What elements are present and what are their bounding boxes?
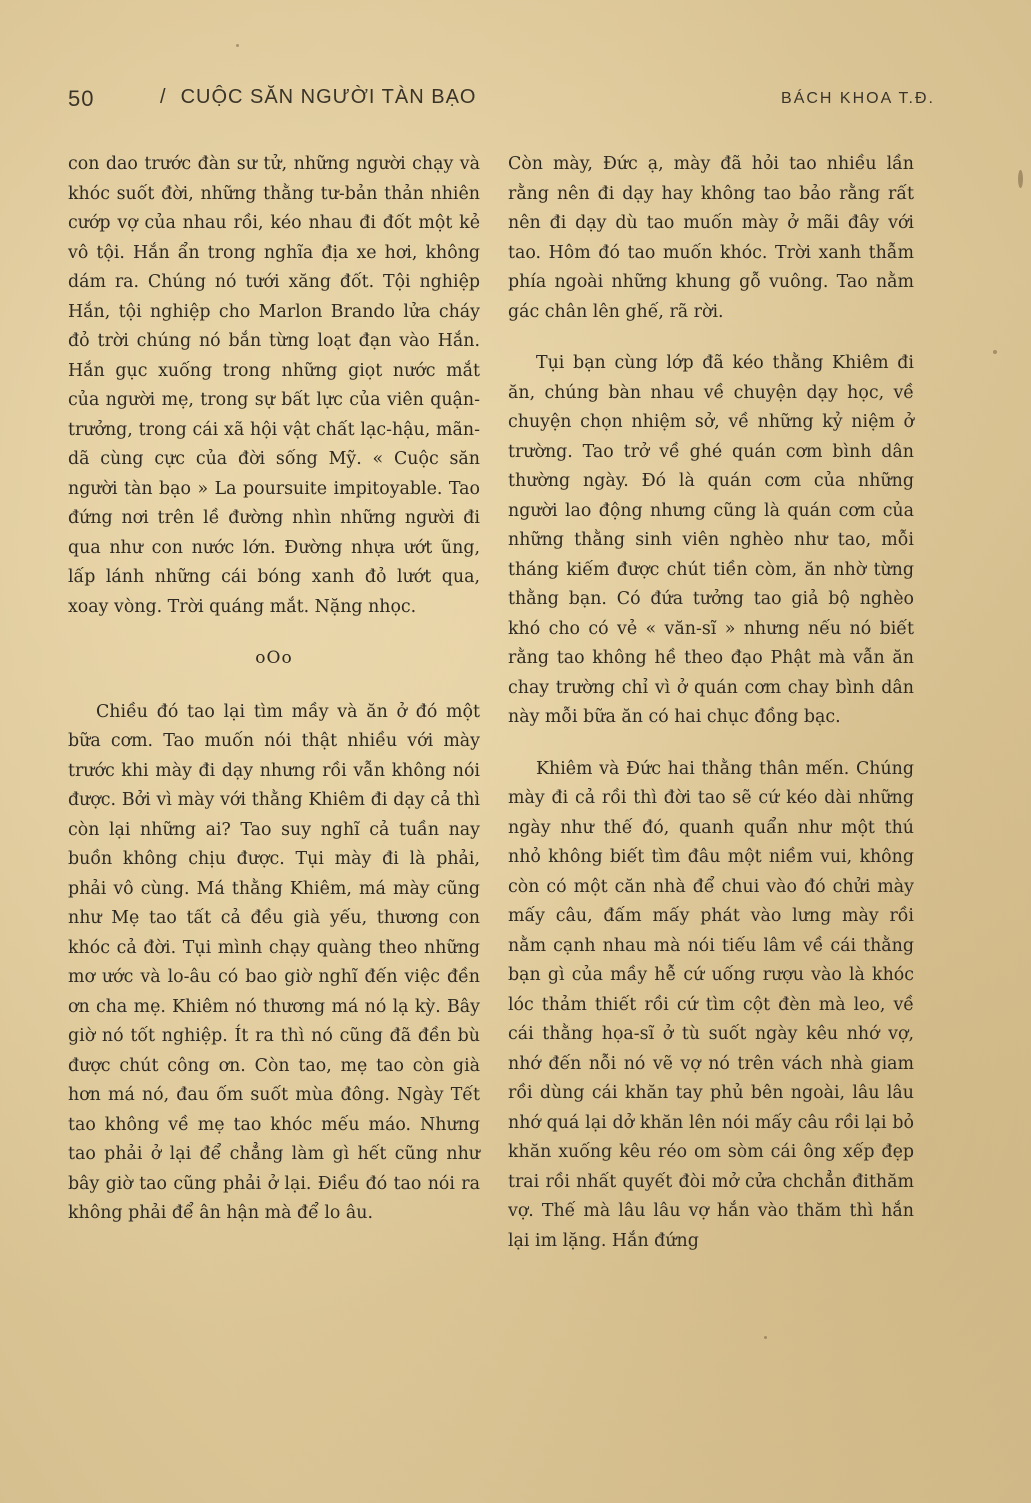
paragraph: con dao trước đàn sư tử, những người chạy và khóc suốt đời, những thằng tư-bản thản nhiên cướp vợ của nhau rồi, kéo nhau đi đốt một kẻ vô tội. Hắn ẩn trong nghĩa địa xe hơi, không dám ra. Chúng nó tưới xăng đốt. Tội nghiệp Hắn, tội nghiệp cho Marlon Brando lửa cháy đỏ trời chúng nó bắn từng loạt đạn vào Hắn. Hắn gục xuống trong những giọt nước mắt của người mẹ, trong sự bất lực của viên quận-trưởng, trong cái xã hội vật chất lạc-hậu, mãn-dã cùng cực của đời sống Mỹ. « Cuộc săn người tàn bạo » La poursuite impitoyable. Tao đứng nơi trên lề đường nhìn những người đi qua như con nước lớn. Đường nhựa ướt ũng, lấp lánh những cái bóng xanh đỏ lướt qua, xoay vòng. Trời quáng mắt. Nặng nhọc. [68,154,480,617]
paper-stain [1018,170,1023,188]
paragraph: Còn mày, Đức ạ, mày đã hỏi tao nhiều lần rằng nên đi dạy hay không tao bảo rằng rất nên đi dạy dù tao muốn mày ở mãi đây với tao. Hôm đó tao muốn khóc. Trời xanh thẫm phía ngoài những khung gỗ vuông. Tao nằm gác chân lên ghế, rã rời. [508,154,914,322]
section-separator: oOo [255,648,293,668]
paragraph: Khiêm và Đức hai thằng thân mến. Chúng mày đi cả rồi thì đời tao sẽ cứ kéo dài những ngày như thế đó, quanh quẩn như một thú nhỏ không biết tìm đâu một niềm vui, không còn có một căn nhà để chui vào đó chửi mày mấy câu, đấm mấy phát vào lưng mày rồi nằm cạnh nhau mà nói tiếu lâm về cái thằng bạn gì của mầy hễ cứ uống rượu vào là khóc lóc thảm thiết rồi cứ tìm cột đèn mà leo, về cái thằng họa-sĩ ở tù suốt ngày kêu nhớ vợ, nhớ đến nỗi nó vẽ vợ nó trên vách nhà giam rồi dùng cái khăn tay phủ bên ngoài, lâu lâu nhớ quá lại dở khăn lên nói mấy câu rồi lại bỏ khăn xuống kêu réo om sòm cái ông xếp đẹp trai rồi nhất quyết đòi mở cửa chchẳn đithăm vợ. Thế mà lâu lâu vợ hắn vào thăm thì hắn lại im lặng. Hắn đứng [508,758,914,1251]
left-column [68,150,480,1229]
paragraph: Tụi bạn cùng lớp đã kéo thằng Khiêm đi ăn, chúng bàn nhau về chuyện dạy học, về chuyện chọn nhiệm sở, về những kỷ niệm ở trường. Tao trở về ghé quán cơm bình dân thường ngày. Đó là quán cơm của những người lao động nhưng cũng là quán cơm của những thằng sinh viên nghèo như tao, mỗi tháng kiếm được chút tiền còm, ăn nhờ từng thằng bạn. Có đứa tưởng tao giả bộ nghèo khó cho có vẻ « văn-sĩ » nhưng nếu nó biết rằng tao không hề theo đạo Phật mà vẫn ăn chay trường chỉ vì ở quán cơm chay bình dân này mỗi bữa ăn có hai chục đồng bạc. [508,353,914,727]
running-header [68,86,935,118]
page-number: 50 [68,86,95,111]
title-separator: / [160,86,167,108]
right-column [508,150,914,1256]
article-title: CUỘC SĂN NGƯỜI TÀN BẠO [180,86,477,108]
paper-speck [993,350,997,354]
journal-name: BÁCH KHOA T.Đ. [781,90,935,107]
running-title [160,86,476,109]
paper-speck [236,44,239,47]
paper-speck [764,1336,767,1339]
paragraph: Chiều đó tao lại tìm mầy và ăn ở đó một bữa cơm. Tao muốn nói thật nhiều với mày trước khi mày đi dạy nhưng rồi vẫn không nói được. Bởi vì mày với thằng Khiêm đi dạy cả thì còn lại những ai? Tao suy nghĩ cả tuần nay buồn không chịu được. Tụi mày đi là phải, phải vô cùng. Má thằng Khiêm, má mày cũng như Mẹ tao tất cả đều già yếu, thương con khóc cả đời. Tụi mình chạy quàng theo những mơ ước và lo-âu có bao giờ nghĩ đến việc đền ơn cha mẹ. Khiêm nó thương má nó lạ kỳ. Bây giờ nó tốt nghiệp. Ít ra thì nó cũng đã đền bù được chút công ơn. Còn tao, mẹ tao còn già hơn má nó, đau ốm suốt mùa đông. Ngày Tết tao không về mẹ tao khóc mếu máo. Nhưng tao phải ở lại để chẳng làm gì hết cũng như bây giờ tao cũng phải ở lại. Điều đó tao nói ra không phải để ân hận mà để lo âu. [68,701,480,1223]
